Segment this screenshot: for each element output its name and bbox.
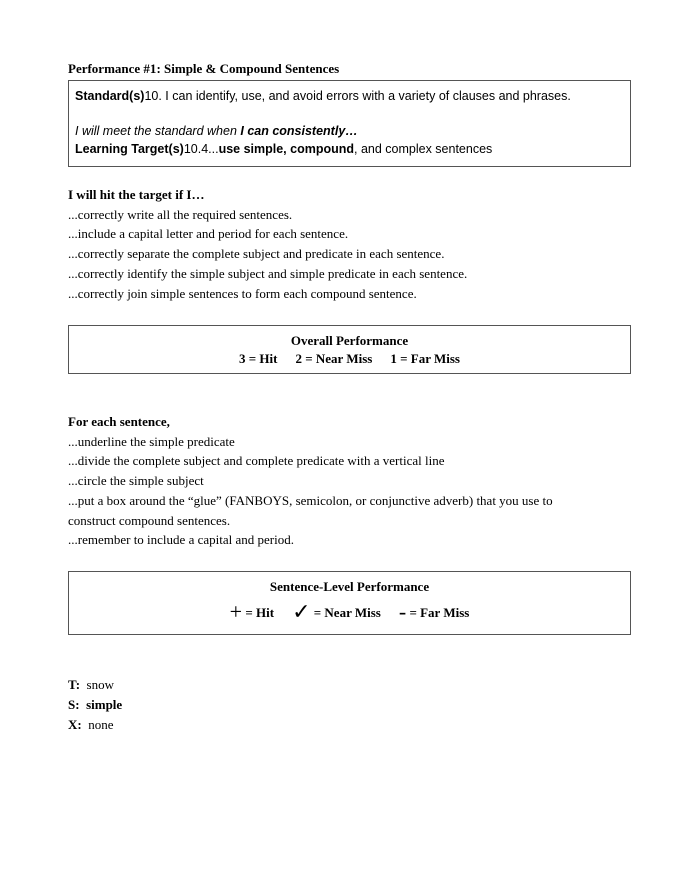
overall-performance-box — [68, 325, 631, 374]
each-sentence-heading: For each sentence, — [68, 414, 170, 429]
learning-target-line — [75, 142, 492, 156]
scale-far-miss: 1 = Far Miss — [390, 351, 460, 366]
title-bold: Performance #1 — [68, 61, 157, 76]
title-rest: : Simple & Compound Sentences — [156, 61, 340, 76]
hit-target-heading: I will hit the target if I… — [68, 187, 205, 202]
meet-bold: I can consistently… — [240, 124, 358, 138]
target-bold: use simple, compound — [218, 142, 354, 156]
standard-box — [68, 80, 631, 167]
meet-standard-line — [75, 124, 358, 138]
t-value: snow — [86, 677, 114, 692]
near-miss-label: = Near Miss — [310, 605, 381, 620]
target-prefix: 10.4... — [183, 142, 219, 156]
list-item: ...divide the complete subject and complete predicate with a vertical line — [68, 453, 445, 469]
overall-heading: Overall Performance — [290, 333, 409, 348]
x-label: X: — [68, 717, 82, 732]
target-label: Learning Target(s) — [75, 142, 184, 156]
standard-text: 10. I can identify, use, and avoid errors with a variety of clauses and phrases. — [144, 89, 571, 103]
far-miss-label: = Far Miss — [406, 605, 470, 620]
target-suffix: , and complex sentences — [354, 142, 493, 156]
standard-line — [75, 89, 571, 103]
sentence-level-scale — [69, 599, 630, 625]
minus-icon: - — [398, 599, 407, 624]
page-title — [68, 61, 339, 77]
overall-scale — [69, 351, 630, 367]
t-line — [68, 675, 122, 695]
x-line — [68, 715, 122, 735]
standard-label: Standard(s) — [75, 89, 145, 103]
list-item: ...remember to include a capital and period. — [68, 532, 294, 548]
list-item: ...underline the simple predicate — [68, 433, 235, 449]
checkmark-icon: ✓ — [292, 599, 311, 624]
list-item: ...correctly identify the simple subject and simple predicate in each sentence. — [68, 265, 468, 281]
scale-near-miss: 2 = Near Miss — [295, 351, 373, 366]
list-item: ...put a box around the “glue” (FANBOYS, semicolon, or conjunctive adverb) that you use to — [68, 492, 553, 508]
hit-label: = Hit — [242, 605, 275, 620]
list-item: ...correctly join simple sentences to form each compound sentence. — [68, 285, 417, 301]
x-value: none — [88, 717, 114, 732]
list-item: ...include a capital letter and period for each sentence. — [68, 226, 349, 242]
meet-prefix: I will meet the standard when — [75, 124, 241, 138]
list-item: construct compound sentences. — [68, 512, 231, 528]
scale-hit: 3 = Hit — [239, 351, 278, 366]
list-item: ...circle the simple subject — [68, 473, 204, 489]
t-label: T: — [68, 677, 81, 692]
sentence-level-heading: Sentence-Level Performance — [269, 579, 430, 594]
tsx-section — [68, 675, 122, 735]
s-line — [68, 695, 122, 715]
each-sentence-section — [68, 412, 553, 550]
s-label: S: — [68, 697, 80, 712]
sentence-level-box — [68, 571, 631, 635]
s-value: simple — [86, 697, 123, 712]
list-item: ...correctly write all the required sentences. — [68, 206, 293, 222]
plus-icon: + — [229, 599, 243, 624]
list-item: ...correctly separate the complete subject and predicate in each sentence. — [68, 246, 445, 262]
hit-target-section — [68, 185, 467, 303]
